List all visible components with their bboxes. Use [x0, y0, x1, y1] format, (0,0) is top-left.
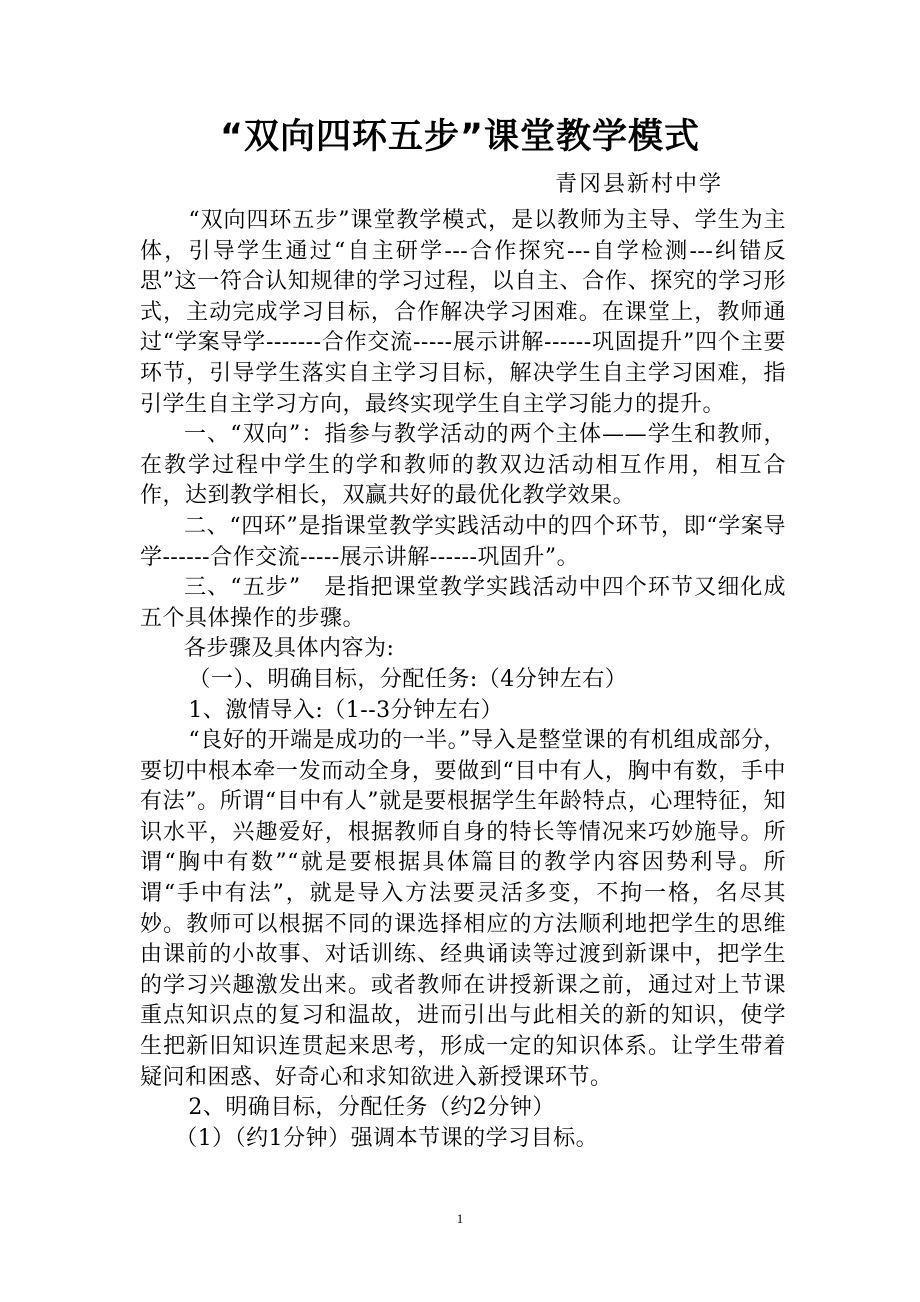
section-three-paragraph: 三、“五步” 是指把课堂教学实践活动中四个环节又细化成五个具体操作的步骤。 — [140, 575, 786, 631]
step-one-sub-heading: 1、激情导入:（1--3分钟左右） — [188, 697, 504, 723]
intro-method-paragraph: “良好的开端是成功的一半。”导入是整堂课的有机组成部分，要切中根本牵一发而动全身，要做到“目中有人，胸中有数，手中有法”。所谓“目中有人”就是要根据学生年龄特点，心理特征，知识水平，兴趣爱好，根据教师自身的特长等情况来巧妙施导。所谓“胸中有数”“就是要根据具体篇目的教学内容因势利导。所谓“手中有法”，就是导入方法要灵活多变，不拘一格，名尽其妙。教师可以根据不同的课选择相应的方法顺利地把学生的思维由课前的小故事、对话训练、经典诵读等过渡到新课中，把学生的学习兴趣激发出来。或者教师在讲授新课之前，通过对上节课重点知识点的复习和温故，进而引出与此相关的新的知识，使学生把新旧知识连贯起来思考，形成一定的知识体系。让学生带着疑问和困惑、好奇心和求知欲进入新授课环节。 — [140, 728, 786, 1090]
page-number: 1 — [456, 1211, 464, 1226]
section-one-paragraph: 一、“双向”：指参与教学活动的两个主体——学生和教师，在教学过程中学生的学和教师的教双边活动相互作用，相互合作，达到教学相长，双赢共好的最优化教学效果。 — [140, 422, 786, 509]
section-two-paragraph: 二、“四环”是指课堂教学实践活动中的四个环节，即“学案导学------合作交流-----展示讲解------巩固升”。 — [140, 513, 786, 570]
step-two-heading: 2、明确目标，分配任务（约2分钟） — [188, 1095, 555, 1121]
document-title: “双向四环五步”课堂教学模式 — [219, 117, 700, 157]
document-body — [140, 206, 786, 1154]
intro-paragraph: “双向四环五步”课堂教学模式，是以教师为主导、学生为主体，引导学生通过“自主研学---合作探究---自学检测---纠错反思”这一符合认知规律的学习过程，以自主、合作、探究的学习形式，主动完成学习目标，合作解决学习困难。在课堂上，教师通过“学案导学-------合作交流-----展示讲解------巩固提升”四个主要环节，引导学生落实自主学习目标，解决学生自主学习困难，指引学生自主学习方向，最终实现学生自主学习能力的提升。 — [140, 208, 786, 417]
step-two-item-one: （1）（约1分钟）强调本节课的学习目标。 — [175, 1125, 599, 1151]
school-name: 青冈县新村中学 — [555, 172, 724, 197]
step-one-heading: （一）、明确目标，分配任务:（4分钟左右） — [188, 666, 628, 692]
steps-heading: 各步骤及具体内容为: — [184, 636, 395, 662]
